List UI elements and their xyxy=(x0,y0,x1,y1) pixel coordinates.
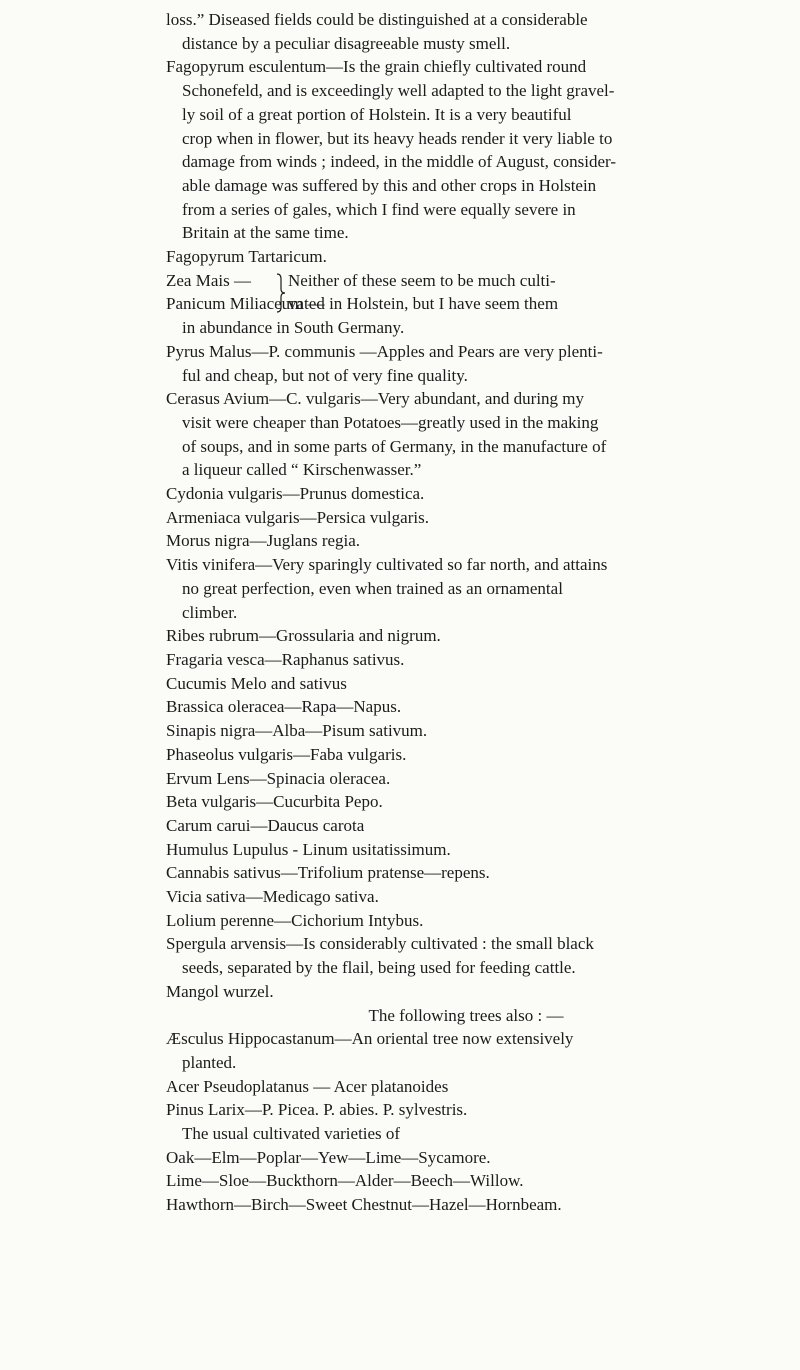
text-line: Oak—Elm—Poplar—Yew—Lime—Sycamore. xyxy=(166,1147,491,1167)
text-line: climber. xyxy=(182,602,238,622)
text-line: distance by a peculiar disagreeable musty smell. xyxy=(182,33,511,53)
text-line: from a series of gales, which I find were equally severe in xyxy=(182,199,576,219)
text-line: in abundance in South Germany. xyxy=(182,318,405,338)
text-line: Ervum Lens—Spinacia oleracea. xyxy=(166,768,391,788)
text-line: Humulus Lupulus - Linum usitatissimum. xyxy=(166,839,451,859)
text-line: visit were cheaper than Potatoes—greatly used in the making xyxy=(182,412,599,432)
text-line: Ribes rubrum—Grossularia and nigrum. xyxy=(166,626,441,646)
curly-brace-icon xyxy=(274,269,288,316)
brace-right-column xyxy=(288,269,766,316)
text-line: Æsculus Hippocastanum—An oriental tree now extensively xyxy=(166,1029,574,1049)
text-line: damage from winds ; indeed, in the middle of August, consider- xyxy=(182,152,617,172)
text-line: Lime—Sloe—Buckthorn—Alder—Beech—Willow. xyxy=(166,1171,524,1191)
text-line: Acer Pseudoplatanus — Acer platanoides xyxy=(166,1076,449,1096)
text-line: Cerasus Avium—C. vulgaris—Very abundant, and during my xyxy=(166,389,585,409)
text-line: of soups, and in some parts of Germany, in the manufacture of xyxy=(182,436,607,456)
text-line: Phaseolus vulgaris—Faba vulgaris. xyxy=(166,744,407,764)
text-line: Lolium perenne—Cichorium Intybus. xyxy=(166,910,424,930)
brace-block xyxy=(166,269,766,316)
text-line: Fragaria vesca—Raphanus sativus. xyxy=(166,649,405,669)
text-line: Britain at the same time. xyxy=(182,223,349,243)
text-line: able damage was suffered by this and other crops in Holstein xyxy=(182,175,597,195)
text-line: Sinapis nigra—Alba—Pisum sativum. xyxy=(166,721,428,741)
text-line: Vitis vinifera—Very sparingly cultivated so far north, and attains xyxy=(166,555,608,575)
text-line: Pinus Larix—P. Picea. P. abies. P. sylvestris. xyxy=(166,1100,468,1120)
text-line: Zea Mais — xyxy=(166,270,251,290)
text-line: vated in Holstein, but I have seem them xyxy=(288,294,559,314)
text-line: Armeniaca vulgaris—Persica vulgaris. xyxy=(166,507,429,527)
text-line: Hawthorn—Birch—Sweet Chestnut—Hazel—Hornbeam. xyxy=(166,1195,562,1215)
text-line: Spergula arvensis—Is considerably cultivated : the small black xyxy=(166,934,594,954)
text-line: Pyrus Malus—P. communis —Apples and Pears are very plenti- xyxy=(166,341,603,361)
text-line: Beta vulgaris—Cucurbita Pepo. xyxy=(166,792,383,812)
text-line: planted. xyxy=(182,1052,237,1072)
text-line: Mangol wurzel. xyxy=(166,981,274,1001)
text-line: crop when in flower, but its heavy heads render it very liable to xyxy=(182,128,613,148)
text-line: Brassica oleracea—Rapa—Napus. xyxy=(166,697,402,717)
text-line: Carum carui—Daucus carota xyxy=(166,815,365,835)
curly-brace-icon xyxy=(274,273,286,313)
text-line: ly soil of a great portion of Holstein. It is a very beautiful xyxy=(182,104,572,124)
text-line: Fagopyrum Tartaricum. xyxy=(166,247,327,267)
text-line: Vicia sativa—Medicago sativa. xyxy=(166,887,379,907)
text-line: Cydonia vulgaris—Prunus domestica. xyxy=(166,484,425,504)
text-line: seeds, separated by the flail, being used for feeding cattle. xyxy=(182,958,576,978)
text-line: The following trees also : — xyxy=(368,1005,564,1025)
text-line: ful and cheap, but not of very fine quality. xyxy=(182,365,468,385)
text-line: Cucumis Melo and sativus xyxy=(166,673,347,693)
document-text xyxy=(166,8,766,1217)
text-line: a liqueur called “ Kirschenwasser.” xyxy=(182,460,422,480)
text-line: The usual cultivated varieties of xyxy=(182,1124,401,1144)
text-line: Panicum Miliaceum — xyxy=(166,294,325,314)
brace-left-column xyxy=(166,269,325,316)
text-line: Cannabis sativus—Trifolium pratense—repens. xyxy=(166,863,490,883)
text-line: no great perfection, even when trained as an ornamental xyxy=(182,578,563,598)
text-line: Neither of these seem to be much culti- xyxy=(288,270,556,290)
text-line: Fagopyrum esculentum—Is the grain chiefly cultivated round xyxy=(166,57,587,77)
text-line: Schonefeld, and is exceedingly well adapted to the light gravel- xyxy=(182,81,615,101)
text-line: Morus nigra—Juglans regia. xyxy=(166,531,361,551)
text-line: loss.” Diseased fields could be distinguished at a considerable xyxy=(166,10,588,29)
